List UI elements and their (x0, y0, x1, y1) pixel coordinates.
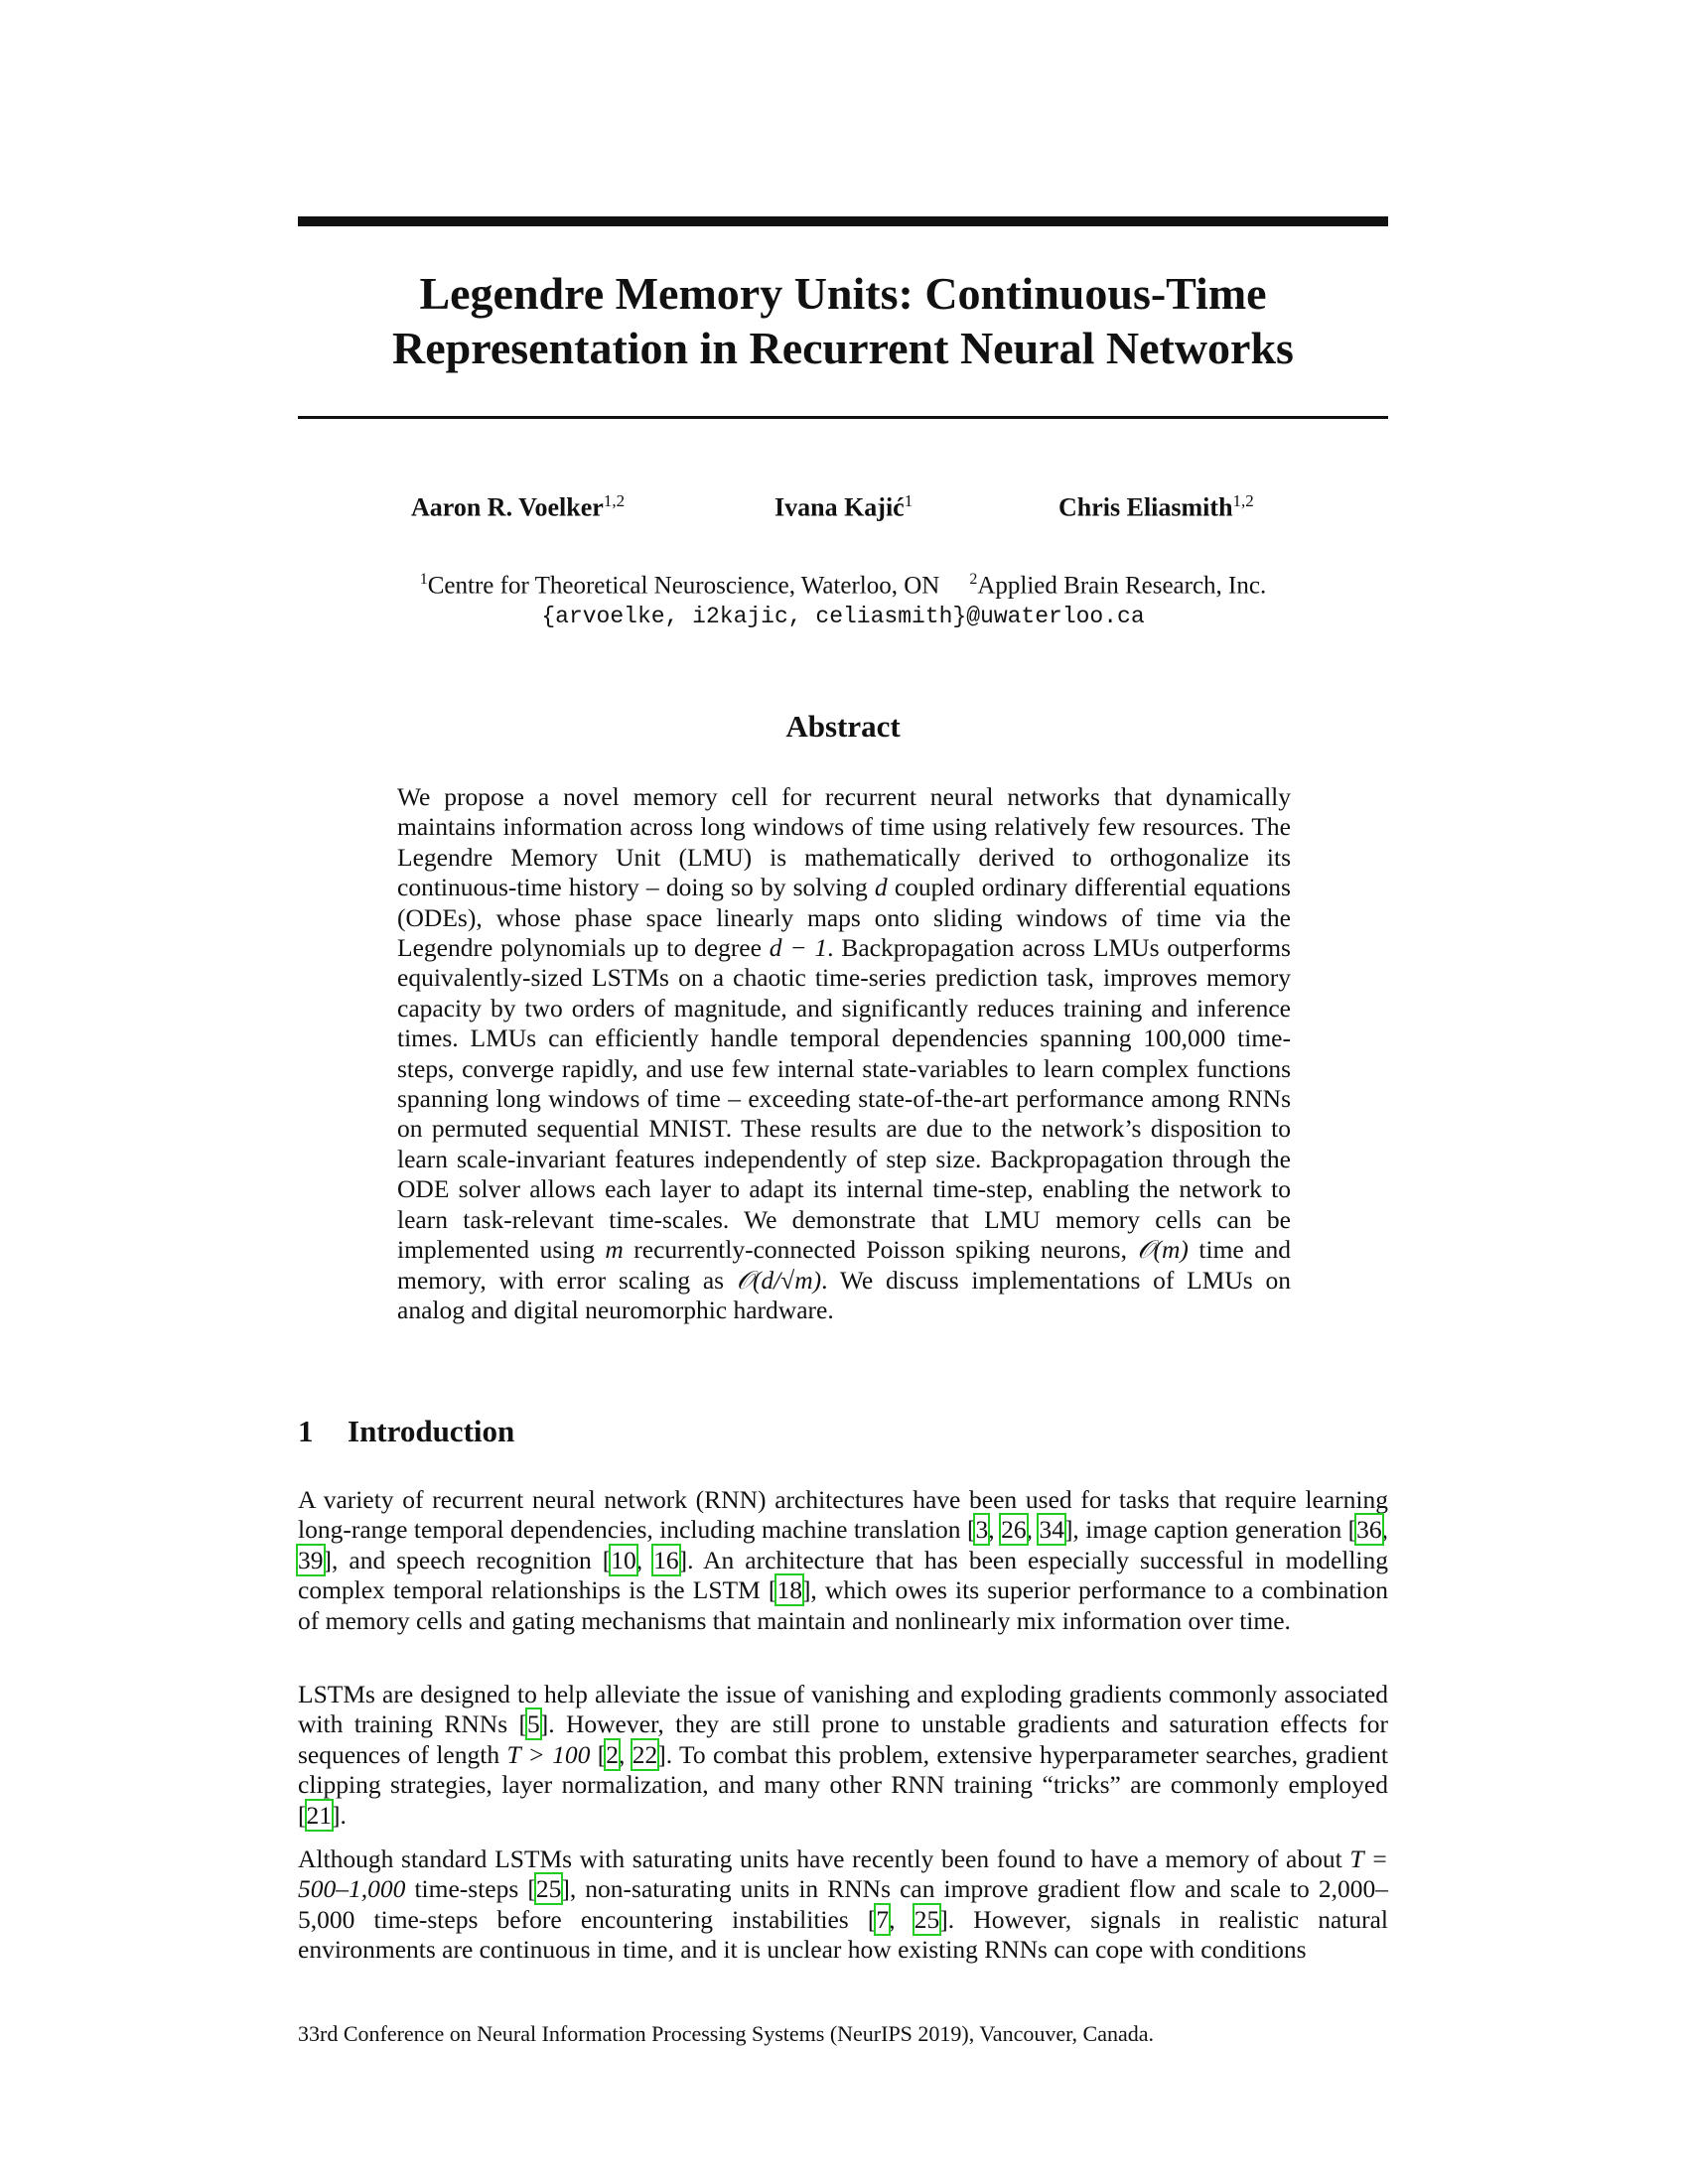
citation-link[interactable]: 39 (298, 1545, 324, 1574)
title-line-1: Legendre Memory Units: Continuous-Time (419, 268, 1267, 319)
intro-paragraph-1: A variety of recurrent neural network (RNN) architectures have been used for tasks that require learning long-range temporal dependencies, including machine translation [3, 26, 34], image caption generation [36, 39], and speech recognition [10, 16]. An architecture that has been especially successful in modelling complex temporal relationships is the LSTM [18], which owes its superior performance to a combination of memory cells and gating mechanisms that maintain and nonlinearly mix information over time. (298, 1485, 1389, 1635)
citation-link[interactable]: 25 (914, 1904, 940, 1934)
citation-link[interactable]: 25 (535, 1874, 562, 1904)
citation-link[interactable]: 36 (1356, 1515, 1382, 1545)
title-bottom-rule (298, 416, 1388, 419)
citation-link[interactable]: 34 (1039, 1515, 1064, 1545)
citation-link[interactable]: 16 (653, 1545, 679, 1574)
intro-paragraph-3: Although standard LSTMs with saturating units have recently been found to have a memory of about T = 500–1,000 time-steps [25], non-saturating units in RNNs can improve gradient flow and scale to 2,000–5,000 time-steps before encountering instabilities [7, 25]. However, signals in realistic natural environments are continuous in time, and it is unclear how existing RNNs can cope with conditions (298, 1844, 1389, 1965)
citation-link[interactable]: 18 (776, 1575, 802, 1605)
title-line-2: Representation in Recurrent Neural Networks (392, 323, 1294, 373)
citation-link[interactable]: 10 (611, 1545, 636, 1574)
author-eliasmith: Chris Eliasmith$^{1,2}$ (1058, 491, 1254, 522)
citation-link[interactable]: 7 (876, 1904, 890, 1934)
citation-link[interactable]: 21 (306, 1800, 332, 1830)
affiliation-abr: Applied Brain Research, Inc. (977, 572, 1267, 600)
citation-link[interactable]: 3 (975, 1515, 989, 1545)
affiliation-ctn: Centre for Theoretical Neuroscience, Waterloo, ON (427, 572, 940, 600)
abstract-heading: Abstract (785, 709, 901, 744)
section-heading-introduction: 1 Introduction (298, 1414, 515, 1448)
citation-link[interactable]: 26 (1001, 1515, 1027, 1545)
conference-footnote: 33rd Conference on Neural Information Processing Systems (NeurIPS 2019), Vancouver, Canada. (298, 2021, 1155, 2046)
affiliations: $^1$Centre for Theoretical Neuroscience, Waterloo, ON $^2$Applied Brain Research, Inc. (419, 571, 1267, 600)
author-emails: {arvoelke, i2kajic, celiasmith}@uwaterloo.ca (541, 604, 1145, 629)
title-top-rule (298, 216, 1388, 226)
citation-link[interactable]: 22 (632, 1739, 658, 1769)
intro-paragraph-2: LSTMs are designed to help alleviate the issue of vanishing and exploding gradients commonly associated with training RNNs [5]. However, they are still prone to unstable gradients and saturation effects for sequences of length T > 100 [2, 22]. To combat this problem, extensive hyperparameter searches, gradient clipping strategies, layer normalization, and many other RNN training “tricks” are commonly employed [21]. (298, 1680, 1388, 1830)
citation-link[interactable]: 2 (606, 1739, 620, 1769)
paper-title (298, 266, 1388, 375)
citation-link[interactable]: 5 (527, 1709, 540, 1739)
author-kajic: Ivana Kajić$^1$ (774, 491, 914, 522)
abstract-body: We propose a novel memory cell for recurrent neural networks that dynamically maintains information across long windows of time using relatively few resources. The Legendre Memory Unit (LMU) is mathematically derived to orthogonalize its continuous-time history – doing so by solving d coupled ordinary differential equations (ODEs), whose phase space linearly maps onto sliding windows of time via the Legendre polynomials up to degree d − 1. Backpropagation across LMUs outperforms equivalently-sized LSTMs on a chaotic time-series prediction task, improves memory capacity by two orders of magnitude, and significantly reduces training and inference times. LMUs can efficiently handle temporal dependencies spanning 100,000 time-steps, converge rapidly, and use few internal state-variables to learn complex functions spanning long windows of time – exceeding state-of-the-art performance among RNNs on permuted sequential MNIST. These results are due to the network’s disposition to learn scale-invariant features independently of step size. Backpropagation through the ODE solver allows each layer to adapt its internal time-step, enabling the network to learn task-relevant time-scales. We demonstrate that LMU memory cells can be implemented using m recurrently-connected Poisson spiking neurons, 𝒪(m) time and memory, with error scaling as 𝒪(d/√m). We discuss implementations of LMUs on analog and digital neuromorphic hardware. (397, 782, 1292, 1324)
author-voelker: Aaron R. Voelker$^{1,2}$ (411, 491, 626, 522)
